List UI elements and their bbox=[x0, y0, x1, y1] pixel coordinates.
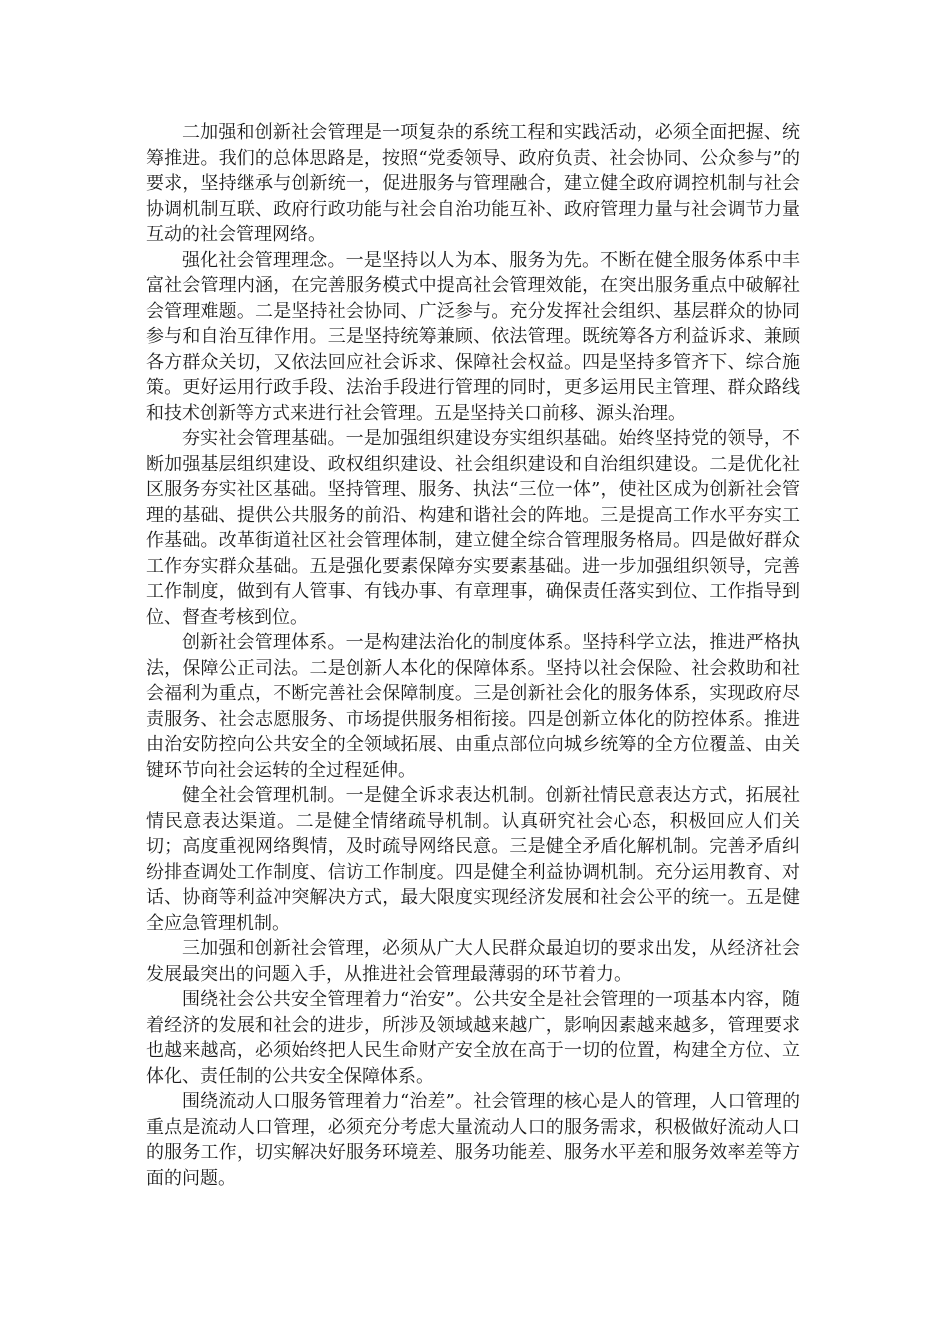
paragraph-overall-approach: 二加强和创新社会管理是一项复杂的系统工程和实践活动，必须全面把握、统筹推进。我们的总体思路是，按照“党委领导、政府负责、社会协同、公众参与”的要求，坚持继承与创新统一，促进服务与管理融合，建立健全政府调控机制与社会协调机制互联、政府行政功能与社会自治功能互补、政府管理力量与社会调节力量互动的社会管理网络。 bbox=[146, 122, 800, 245]
document-body bbox=[146, 120, 800, 1191]
paragraph-public-security: 围绕社会公共安全管理着力“治安”。公共安全是社会管理的一项基本内容，随着经济的发展和社会的进步，所涉及领域越来越广，影响因素越来越多，管理要求也越来越高，必须始终把人民生命财产安全放在高于一切的位置，构建全方位、立体化、责任制的公共安全保障体系。 bbox=[146, 989, 800, 1087]
paragraph-management-system: 创新社会管理体系。一是构建法治化的制度体系。坚持科学立法，推进严格执法，保障公正司法。二是创新人本化的保障体系。坚持以社会保险、社会救助和社会福利为重点，不断完善社会保障制度。三是创新社会化的服务体系，实现政府尽责服务、社会志愿服务、市场提供服务相衔接。四是创新立体化的防控体系。推进由治安防控向公共安全的全领域拓展、由重点部位向城乡统筹的全方位覆盖、由关键环节向社会运转的全过程延伸。 bbox=[146, 632, 800, 781]
paragraph-management-foundation: 夯实社会管理基础。一是加强组织建设夯实组织基础。始终坚持党的领导，不断加强基层组织建设、政权组织建设、社会组织建设和自治组织建设。二是优化社区服务夯实社区基础。坚持管理、服务、执法“三位一体”，使社区成为创新社会管理的基础、提供公共服务的前沿、构建和谐社会的阵地。三是提高工作水平夯实工作基础。改革街道社区社会管理体制，建立健全综合管理服务格局。四是做好群众工作夯实群众基础。五是强化要素保障夯实要素基础。进一步加强组织领导，完善工作制度，做到有人管事、有钱办事、有章理事，确保责任落实到位、工作指导到位、督查考核到位。 bbox=[146, 428, 800, 628]
paragraph-management-mechanism: 健全社会管理机制。一是健全诉求表达机制。创新社情民意表达方式，拓展社情民意表达渠道。二是健全情绪疏导机制。认真研究社会心态，积极回应人们关切；高度重视网络舆情，及时疏导网络民意。三是健全矛盾化解机制。完善矛盾纠纷排查调处工作制度、信访工作制度。四是健全利益协调机制。充分运用教育、对话、协商等利益冲突解决方式，最大限度实现经济发展和社会公平的统一。五是健全应急管理机制。 bbox=[146, 785, 800, 934]
paragraph-section-three-intro: 三加强和创新社会管理，必须从广大人民群众最迫切的要求出发，从经济社会发展最突出的问题入手，从推进社会管理最薄弱的环节着力。 bbox=[146, 938, 800, 985]
paragraph-floating-population: 围绕流动人口服务管理着力“治差”。社会管理的核心是人的管理，人口管理的重点是流动人口管理，必须充分考虑大量流动人口的服务需求，积极做好流动人口的服务工作，切实解决好服务环境差、服务功能差、服务水平差和服务效率差等方面的问题。 bbox=[146, 1091, 800, 1189]
paragraph-management-concept: 强化社会管理理念。一是坚持以人为本、服务为先。不断在健全服务体系中丰富社会管理内涵，在完善服务模式中提高社会管理效能，在突出服务重点中破解社会管理难题。二是坚持社会协同、广泛参与。充分发挥社会组织、基层群众的协同参与和自治互律作用。三是坚持统筹兼顾、依法管理。既统筹各方利益诉求、兼顾各方群众关切，又依法回应社会诉求、保障社会权益。四是坚持多管齐下、综合施策。更好运用行政手段、法治手段进行管理的同时，更多运用民主管理、群众路线和技术创新等方式来进行社会管理。五是坚持关口前移、源头治理。 bbox=[146, 249, 800, 424]
